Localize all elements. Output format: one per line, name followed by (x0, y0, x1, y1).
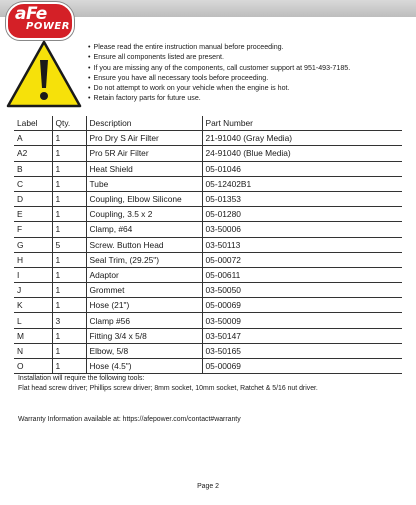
cell-qty: 1 (52, 343, 86, 358)
cell-label: N (14, 343, 52, 358)
cell-label: A2 (14, 146, 52, 161)
logo-brand-text: aFe (15, 4, 47, 24)
cell-part-number: 03-50147 (202, 328, 402, 343)
cell-description: Clamp #56 (86, 313, 202, 328)
table-row (14, 131, 402, 146)
cell-part-number: 21-91040 (Gray Media) (202, 131, 402, 146)
table-row (14, 359, 402, 374)
cell-qty: 1 (52, 328, 86, 343)
table-row (14, 313, 402, 328)
header-description: Description (86, 116, 202, 131)
cell-label: O (14, 359, 52, 374)
warning-item: • If you are missing any of the components, call customer support at 951-493-7185. (88, 63, 412, 73)
warning-triangle-icon (6, 40, 82, 108)
page-number: Page 2 (197, 483, 219, 490)
cell-label: F (14, 222, 52, 237)
table-row (14, 328, 402, 343)
cell-part-number: 03-50050 (202, 283, 402, 298)
table-row (14, 283, 402, 298)
cell-qty: 1 (52, 131, 86, 146)
parts-table (14, 116, 402, 374)
cell-part-number: 05-01353 (202, 191, 402, 206)
cell-qty: 1 (52, 252, 86, 267)
installation-note (18, 374, 414, 394)
cell-description: Hose (4.5") (86, 359, 202, 374)
table-row (14, 161, 402, 176)
cell-label: G (14, 237, 52, 252)
warning-list (88, 42, 412, 104)
cell-part-number: 05-01046 (202, 161, 402, 176)
cell-qty: 1 (52, 161, 86, 176)
cell-description: Pro 5R Air Filter (86, 146, 202, 161)
cell-part-number: 05-00072 (202, 252, 402, 267)
cell-description: Hose (21") (86, 298, 202, 313)
cell-qty: 1 (52, 222, 86, 237)
cell-description: Coupling, 3.5 x 2 (86, 207, 202, 222)
cell-qty: 1 (52, 359, 86, 374)
cell-qty: 1 (52, 176, 86, 191)
cell-description: Seal Trim, (29.25") (86, 252, 202, 267)
table-row (14, 191, 402, 206)
installation-note-heading: Installation will require the following tools: (18, 375, 145, 382)
warning-item: • Retain factory parts for future use. (88, 93, 412, 103)
table-row (14, 343, 402, 358)
table-row (14, 222, 402, 237)
cell-label: I (14, 267, 52, 282)
table-row (14, 267, 402, 282)
cell-part-number: 03-50006 (202, 222, 402, 237)
cell-qty: 1 (52, 267, 86, 282)
cell-label: E (14, 207, 52, 222)
cell-description: Clamp, #64 (86, 222, 202, 237)
cell-label: C (14, 176, 52, 191)
cell-part-number: 05-00069 (202, 298, 402, 313)
table-row (14, 237, 402, 252)
cell-part-number: 03-50165 (202, 343, 402, 358)
cell-part-number: 05-00611 (202, 267, 402, 282)
table-row (14, 252, 402, 267)
cell-part-number: 05-00069 (202, 359, 402, 374)
cell-qty: 1 (52, 207, 86, 222)
table-body (14, 131, 402, 374)
cell-qty: 3 (52, 313, 86, 328)
logo-sub-text: POWER (26, 21, 70, 32)
table-row (14, 146, 402, 161)
warning-item: • Do not attempt to work on your vehicle when the engine is hot. (88, 83, 412, 93)
cell-part-number: 05-12402B1 (202, 176, 402, 191)
afe-power-logo (6, 2, 78, 40)
header-qty: Qty. (52, 116, 86, 131)
cell-description: Fitting 3/4 x 5/8 (86, 328, 202, 343)
cell-label: K (14, 298, 52, 313)
cell-qty: 1 (52, 146, 86, 161)
cell-description: Coupling, Elbow Silicone (86, 191, 202, 206)
cell-label: B (14, 161, 52, 176)
cell-description: Pro Dry S Air Filter (86, 131, 202, 146)
header-part-number: Part Number (202, 116, 402, 131)
table-header-row (14, 116, 402, 131)
cell-qty: 1 (52, 298, 86, 313)
cell-label: D (14, 191, 52, 206)
cell-label: M (14, 328, 52, 343)
cell-label: A (14, 131, 52, 146)
cell-description: Screw. Button Head (86, 237, 202, 252)
cell-part-number: 24-91040 (Blue Media) (202, 146, 402, 161)
warranty-info: Warranty Information available at: https://afepower.com/contact#warranty (18, 416, 241, 423)
cell-description: Tube (86, 176, 202, 191)
cell-qty: 1 (52, 191, 86, 206)
table-row (14, 207, 402, 222)
warning-item: • Ensure all components listed are present. (88, 52, 412, 62)
warning-item: • Please read the entire instruction manual before proceeding. (88, 42, 412, 52)
header-label: Label (14, 116, 52, 131)
cell-label: H (14, 252, 52, 267)
cell-part-number: 05-01280 (202, 207, 402, 222)
table-row (14, 298, 402, 313)
cell-description: Grommet (86, 283, 202, 298)
warning-item: • Ensure you have all necessary tools before proceeding. (88, 73, 412, 83)
installation-tools-list: Flat head screw driver; Phillips screw driver; 8mm socket, 10mm socket, Ratchet & 5/16 nut driver. (18, 385, 318, 392)
cell-description: Adaptor (86, 267, 202, 282)
cell-qty: 5 (52, 237, 86, 252)
cell-label: L (14, 313, 52, 328)
cell-label: J (14, 283, 52, 298)
cell-description: Heat Shield (86, 161, 202, 176)
cell-qty: 1 (52, 283, 86, 298)
cell-part-number: 03-50009 (202, 313, 402, 328)
table-row (14, 176, 402, 191)
cell-part-number: 03-50113 (202, 237, 402, 252)
cell-description: Elbow, 5/8 (86, 343, 202, 358)
